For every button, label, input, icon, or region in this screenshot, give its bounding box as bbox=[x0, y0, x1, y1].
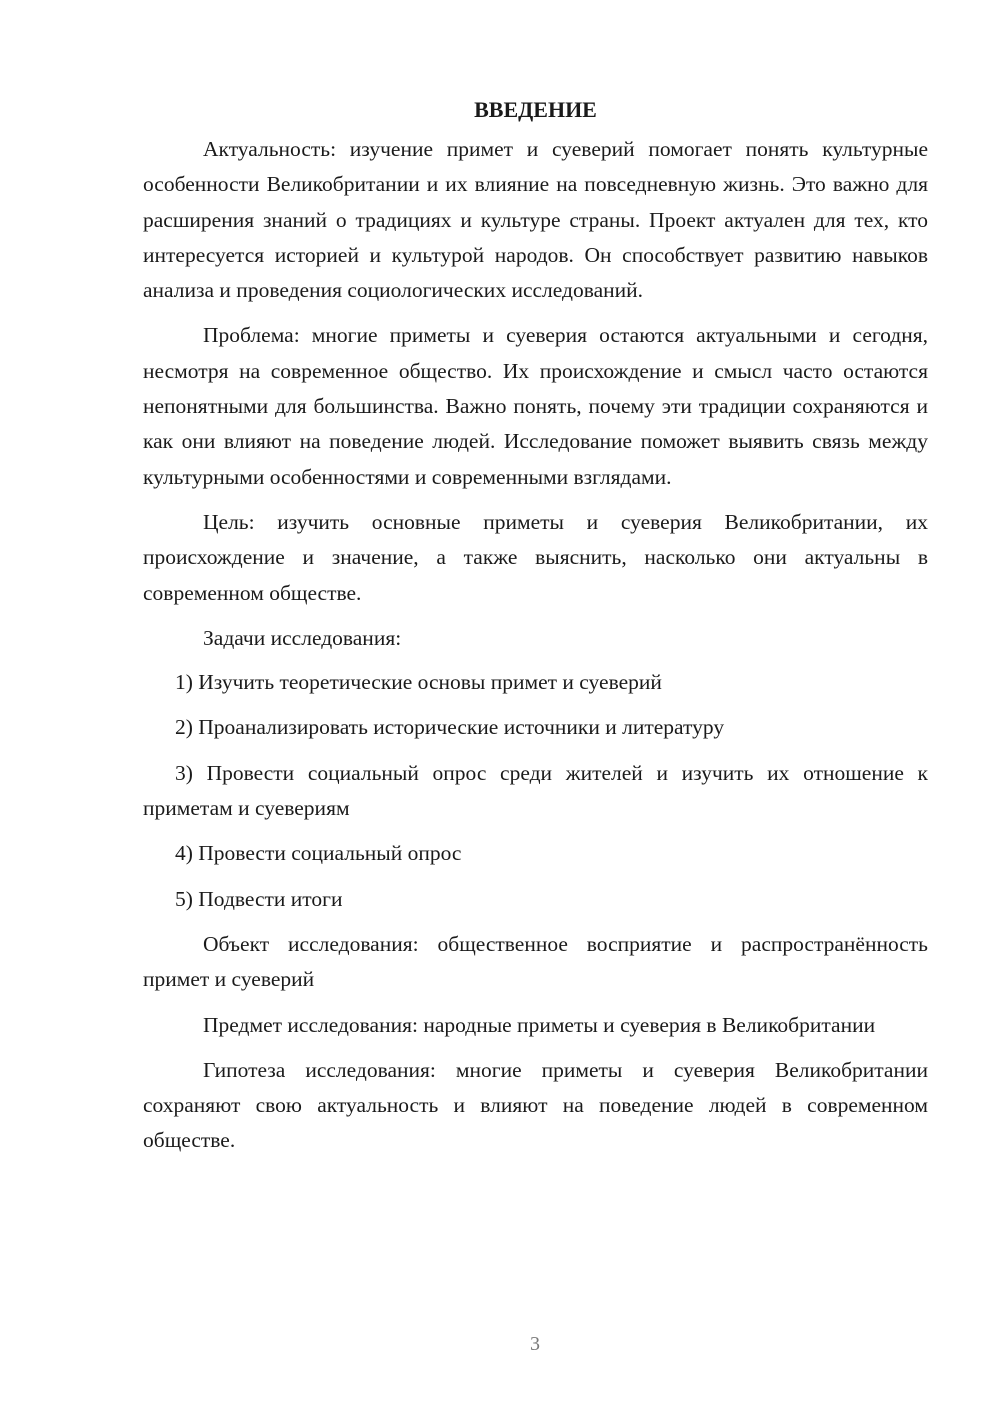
task-item: 5) Подвести итоги bbox=[175, 886, 343, 911]
paragraph-object: Объект исследования: общественное восприятие и распространённость примет и суеверий bbox=[143, 931, 928, 992]
task-item: 4) Провести социальный опрос bbox=[175, 841, 462, 866]
paragraph-goal: Цель: изучить основные приметы и суеверия Великобритании, их происхождение и значение, а также выяснить, насколько они актуальны в современном обществе. bbox=[143, 509, 928, 605]
page-content bbox=[143, 92, 928, 1169]
paragraph-problem: Проблема: многие приметы и суеверия остаются актуальными и сегодня, несмотря на современное общество. Их происхождение и смысл часто остаются непонятными для большинства. Важно понять, почему эти традиции сохраняются и как они влияют на поведение людей. Исследование поможет выявить связь между культурными особенностями и современными взглядами. bbox=[143, 323, 928, 489]
task-item: 1) Изучить теоретические основы примет и суеверий bbox=[175, 670, 662, 695]
page-number: 3 bbox=[530, 1333, 540, 1355]
paragraph-hypothesis: Гипотеза исследования: многие приметы и суеверия Великобритании сохраняют свою актуальность и влияют на поведение людей в современном обществе. bbox=[143, 1057, 928, 1153]
task-item: 2) Проанализировать исторические источники и литературу bbox=[175, 715, 725, 740]
task-item: 3) Провести социальный опрос среди жителей и изучить их отношение к приметам и суевериям bbox=[143, 760, 928, 821]
paragraph-relevance: Актуальность: изучение примет и суеверий помогает понять культурные особенности Великобритании и их влияние на повседневную жизнь. Это важно для расширения знаний о традициях и культуре страны. Проект актуален для тех, кто интересуется историей и культурой народов. Он способствует развитию навыков анализа и проведения социологических исследований. bbox=[143, 137, 928, 303]
tasks-title: Задачи исследования: bbox=[203, 625, 402, 650]
paragraph-subject: Предмет исследования: народные приметы и суеверия в Великобритании bbox=[203, 1012, 876, 1037]
section-heading: ВВЕДЕНИЕ bbox=[474, 97, 597, 122]
